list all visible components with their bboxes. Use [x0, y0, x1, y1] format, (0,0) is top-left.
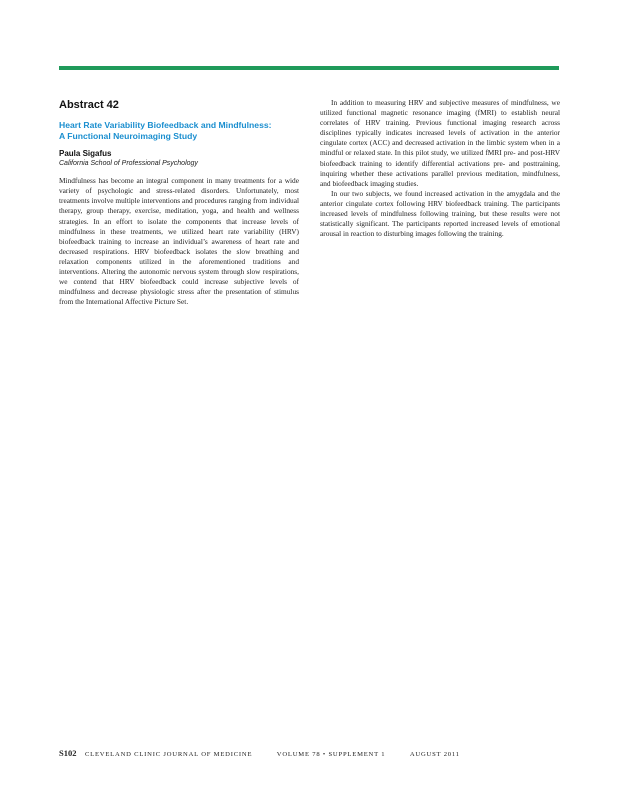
journal-volume: VOLUME 78 [276, 751, 321, 758]
abstract-title [59, 120, 299, 141]
journal-supplement: SUPPLEMENT 1 [328, 751, 386, 758]
journal-name: CLEVELAND CLINIC JOURNAL OF MEDICINE [84, 751, 253, 758]
header-rule [59, 66, 559, 70]
abstract-body-left [59, 176, 299, 307]
abstract-title-line-2: A Functional Neuroimaging Study [59, 130, 198, 141]
page-footer [59, 748, 559, 758]
paragraph-1: Mindfulness has become an integral component in many treatments for a wide variety of psychologic and stress-related disorders. Unfortunately, most treatments involve multiple interventions and procedures ranging from individual therapy, group therapy, exercise, meditation, yoga, and health and wellness strategies. In an effort to isolate the components that increase levels of mindfulness in these treatments, we utilized heart rate variability (HRV) biofeedback training to increase an individual’s awareness of heart rate and decreased respirations. HRV biofeedback isolates the slow breathing and relaxation components utilized in the aforementioned traditions and interventions. Altering the autonomic nervous system through slow respirations, we contend that HRV biofeedback could increase subjective levels of mindfulness and decrease physiologic stress after the presentation of stimulus from the International Affective Picture Set. [59, 176, 299, 307]
author-affiliation: California School of Professional Psychology [59, 160, 198, 168]
abstract-number: Abstract 42 [59, 99, 119, 111]
paragraph-3: In our two subjects, we found increased activation in the amygdala and the anterior cingulate cortex following HRV biofeedback training. The participants increased levels of mindfulness following training, but these results were not statistically significant. The participants reported increased levels of emotional arousal in reaction to disturbing images following the training. [320, 188, 560, 239]
issue-date: AUGUST 2011 [409, 751, 460, 758]
footer-bullet: • [322, 751, 326, 758]
paragraph-2: In addition to measuring HRV and subjective measures of mindfulness, we utilized functional magnetic resonance imaging (fMRI) to establish neural correlates of HRV training. Previous functional imaging research across disciplines typically indicates increased levels of activation in the anterior cingulate cortex (ACC) and decreased activation in the limbic system when in a mindful or relaxed state. In this pilot study, we utilized fMRI pre- and post-HRV biofeedback training to identify differential activations pre- and posttraining, inquiring whether these activations parallel previous meditation, mindfulness, and biofeedback imaging studies. [320, 98, 560, 188]
right-column [320, 98, 560, 239]
page-number: S102 [59, 748, 77, 758]
abstract-title-line-1: Heart Rate Variability Biofeedback and Mindfulness: [59, 120, 272, 130]
left-column [59, 99, 299, 307]
author-name: Paula Sigafus [59, 149, 112, 159]
